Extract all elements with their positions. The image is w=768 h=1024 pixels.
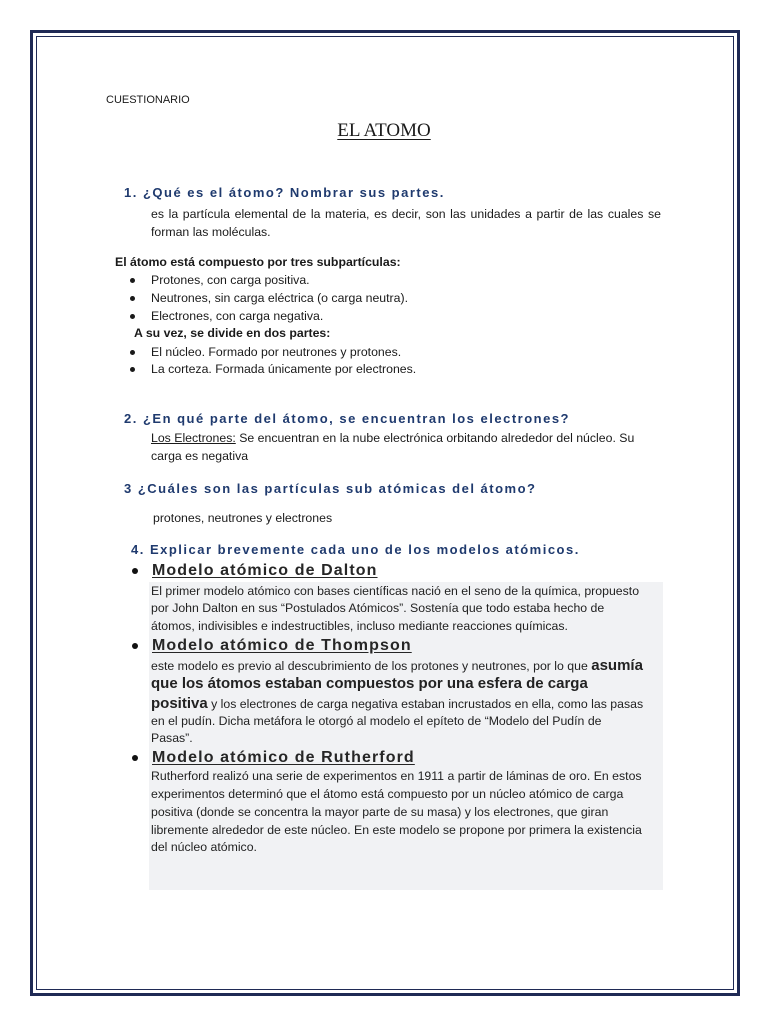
list-item [151,291,408,305]
model-title-text: Modelo atómico de Dalton [152,562,378,579]
paragraph-line [151,675,588,693]
emphasized-text: positiva [151,695,208,712]
paragraph-line: libremente alrededor de este núcleo. En este modelo se propone por primera la existencia [151,823,642,837]
model-title-text: Modelo atómico de Thompson [152,637,412,654]
answer-line: es la partícula elemental de la materia, es decir, son las unidades a partir de las cuales se [151,207,661,221]
composition-intro: El átomo está compuesto por tres subpartículas: [115,255,401,269]
bullet-icon [132,755,138,761]
bullet-icon [130,278,135,283]
list-item-text: Protones, con carga positiva. [151,273,310,287]
model-title-text: Modelo atómico de Rutherford [152,749,415,766]
model-title-thompson [152,636,412,656]
answer-term: Los Electrones: [151,431,236,445]
paragraph-line [151,712,602,730]
list-item-text: El núcleo. Formado por neutrones y protones. [151,345,402,359]
paragraph-line: experimentos determinó que el átomo está compuesto por un núcleo atómico de carga [151,787,624,801]
document-label: CUESTIONARIO [106,94,190,106]
document-title: EL ATOMO [337,120,431,141]
bullet-icon [130,314,135,319]
paragraph-line [151,729,193,747]
paragraph-line [151,657,643,675]
list-item [151,309,323,323]
question-4-heading: 4. Explicar brevemente cada uno de los modelos atómicos. [131,542,580,557]
question-2-heading: 2. ¿En qué parte del átomo, se encuentran los electrones? [124,411,570,426]
paragraph-line: átomos, indivisibles e indestructibles, incluso mediante reacciones químicas. [151,619,568,633]
paragraph-line [151,695,643,713]
parts-intro: A su vez, se divide en dos partes: [134,326,331,340]
list-item-text: Neutrones, sin carga eléctrica (o carga neutra). [151,291,408,305]
list-item-text: La corteza. Formada únicamente por electrones. [151,362,417,376]
list-item-text: Electrones, con carga negativa. [151,309,324,323]
list-item [151,362,416,376]
list-item [151,345,401,359]
paragraph-line: positiva (donde se concentra la mayor parte de su masa) y los electrones, que giran [151,805,609,819]
paragraph-text: Pasas”. [151,731,193,745]
paragraph-text: en el pudín. Dicha metáfora le otorgó al modelo el epíteto de “Modelo del Pudín de [151,714,602,728]
paragraph-line: por John Dalton en sus “Postulados Atómicos”. Sostenía que todo estaba hecho de [151,601,605,615]
list-item [151,273,310,287]
question-1-heading: 1. ¿Qué es el átomo? Nombrar sus partes. [124,185,445,200]
answer-text: Se encuentran en la nube electrónica orbitando alrededor del núcleo. Su [239,431,635,445]
answer-line: protones, neutrones y electrones [153,511,333,525]
paragraph-line: del núcleo atómico. [151,840,257,854]
paragraph-line: El primer modelo atómico con bases científicas nació en el seno de la química, propuesto [151,584,640,598]
answer-line: forman las moléculas. [151,225,271,239]
bullet-icon [130,367,135,372]
answer-line [151,431,634,445]
bullet-icon [132,568,138,574]
emphasized-text: asumía [591,657,643,674]
answer-line: carga es negativa [151,449,249,463]
question-3-heading: 3 ¿Cuáles son las partículas sub atómicas del átomo? [124,481,537,496]
paragraph-text: y los electrones de carga negativa estaban incrustados en ella, como las pasas [211,697,644,711]
model-title-rutherford [152,748,415,768]
emphasized-text: que los átomos estaban compuestos por una esfera de carga [151,675,588,692]
paragraph-text: este modelo es previo al descubrimiento de los protones y neutrones, por lo que [151,659,588,673]
model-title-dalton [152,561,378,581]
bullet-icon [132,643,138,649]
paragraph-line: Rutherford realizó una serie de experimentos en 1911 a partir de láminas de oro. En estos [151,769,642,783]
bullet-icon [130,296,135,301]
bullet-icon [130,350,135,355]
